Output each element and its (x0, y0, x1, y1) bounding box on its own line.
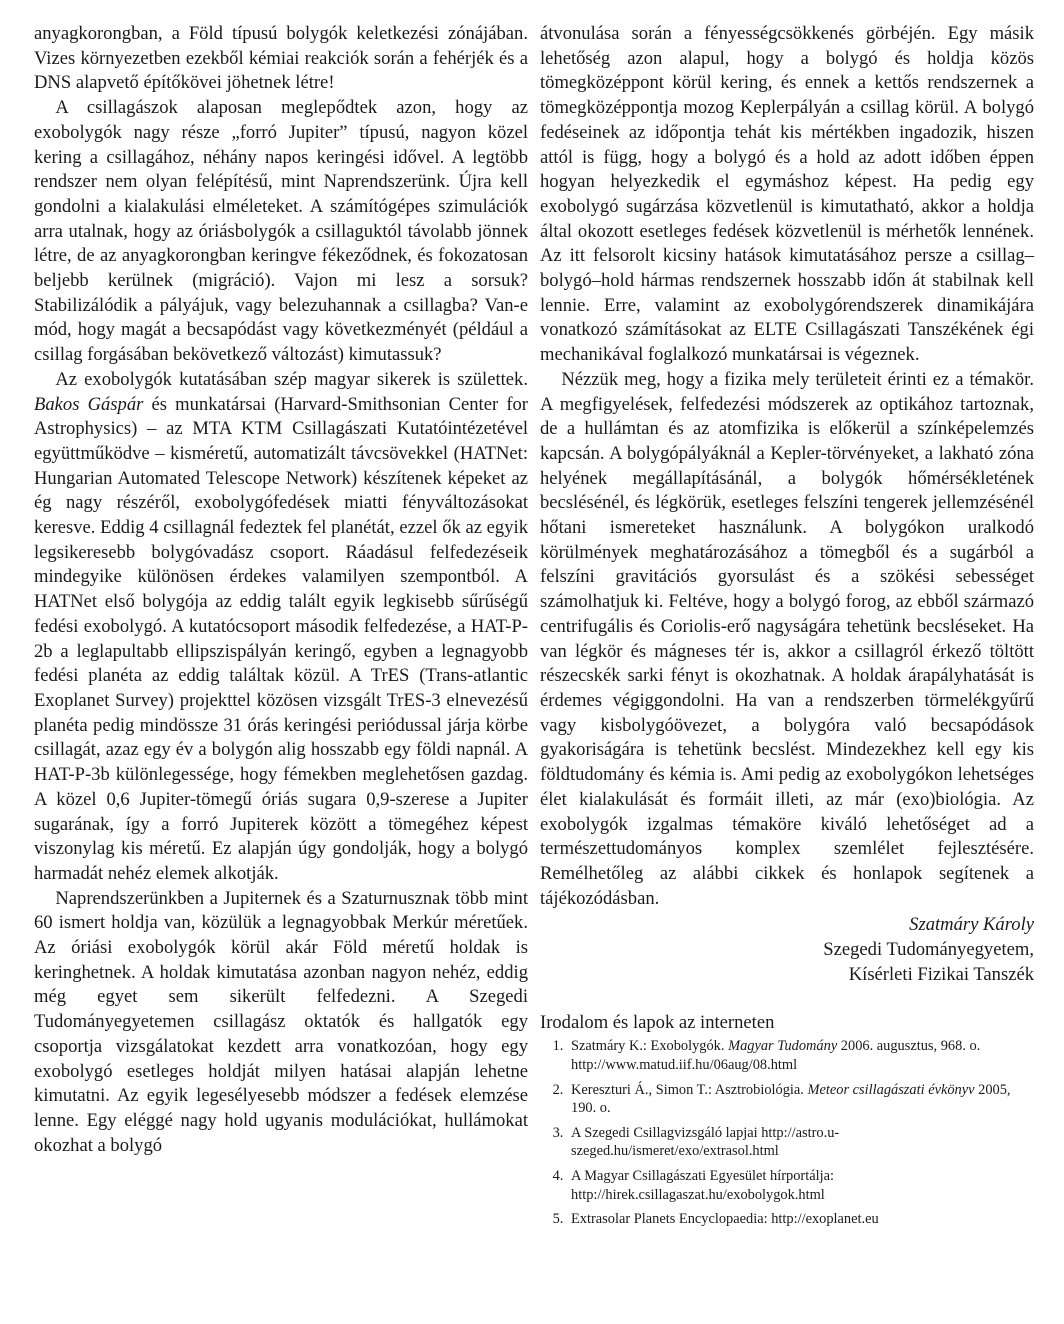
paragraph-physics-topics: Nézzük meg, hogy a fizika mely területeit érinti ez a témakör. A megfigyelések, felfedezési módszerek az optikához tartoznak, de a hullámtan és az atomfizika is előkerül a színképelemzés kapcsán. A bolygópályáknál a Kepler-törvényeket, a lakható zóna helyének megállapításánál, a bolygók hőmérsékletének becslésénél, és légkörük, esetleges felszíni tengerek jellemzésénél hőtani ismereteket használunk. A bolygókon uralkodó körülmények meghatározásához a tömegből és a sugárból a felszíni gravitációs gyorsulást és a szökési sebességet számolhatjuk ki. Feltéve, hogy a bolygó forog, az ebből származó centrifugális és Coriolis-erő nagyságára tehetünk becsléseket. Ha van légkör és mágneses tér is, akkor a csillagról érkező töltött részecskék sarki fényt is okozhatnak. A holdak árapályhatását is érdemes végiggondolni. Ha van a rendszerben törmelékgyűrű vagy kisbolygóövezet, a bolygóra való becsapódások gyakoriságára is tehetünk becslést. Mindezekhez kell egy kis földtudomány és kémia is. Ami pedig az exobolygókon lehetséges élet kialakulását és formáit illeti, az már (exo)biológia. Az exobolygók izgalmas témaköre kiváló lehetőséget ad a természettudományos komplex szemlélet fejlesztésére. Remélhetőleg az alábbi cikkek és honlapok segítenek a tájékozódásban. (540, 368, 1034, 909)
right-column (540, 22, 1034, 1235)
author-department: Kísérleti Fizikai Tanszék (848, 963, 1034, 985)
reference-item: 1. Szatmáry K.: Exobolygók. Magyar Tudomány 2006. augusztus, 968. o. http://www.matud.iif.hu/06aug/08.html (567, 1037, 1034, 1074)
paragraph-continued: anyagkorongban, a Föld típusú bolygók keletkezési zónájában. Vizes környezetben ezekből kémiai reakciók során a fehérjék és a DNS alapvető építőkövei jöhetnek létre! (34, 23, 528, 94)
author-signature (540, 913, 1034, 987)
reference-item: 2. Kereszturi Á., Simon T.: Asztrobiológia. Meteor csillagászati évkönyv 2005, 190. o. (567, 1081, 1034, 1118)
paragraph-text: Az exobolygók kutatásában szép magyar sikerek is születtek. (55, 368, 528, 390)
reference-item: 5. Extrasolar Planets Encyclopaedia: http://exoplanet.eu (567, 1210, 1034, 1229)
paragraph-hot-jupiters: A csillagászok alaposan meglepődtek azon, hogy az exobolygók nagy része „forró Jupiter” típusú, nagyon közel kering a csillagához, néhány napos keringési idővel. A legtöbb rendszer nem olyan felépítésű, mint Naprendszerünk. Újra kell gondolni a kialakulási elméleteket. A számítógépes szimulációk arra utalnak, hogy az óriásbolygók a csillaguktól távolabb jönnek létre, de az anyagkorongban keringve fékeződnek, és fokozatosan beljebb kerülnek (migráció). Vajon mi lesz a sorsuk? Stabilizálódik a pályájuk, vagy belezuhannak a csillagba? Van-e mód, hogy magát a becsapódást vagy következményét (például a csillag forgásában bekövetkező változást) kimutassuk? (34, 97, 528, 366)
left-column (34, 22, 528, 1158)
paragraph-continued: átvonulása során a fényességcsökkenés görbéjén. Egy másik lehetőség azon alapul, hogy a bolygó és holdja közös tömegközéppont körül kering, és ennek a kettős rendszernek a tömegközéppontja mozog Keplerpályán a csillag körül. A bolygó fedéseinek az időpontja tehát kis mértékben ingadozik, hiszen attól is függ, hogy a bolygó és a hold az adott időben éppen hogyan helyezkedik el egymáshoz képest. Ha pedig egy exobolygó sugárzása közvetlenül is kimutatható, akkor a holdja által okozott esetleges fedések közvetlenül is mérhetők lennének. Az itt felsorolt kicsiny hatások kimutatásához persze a csillag–bolygó–hold hármas rendszernek hosszabb időn át stabilnak kell lennie. Erre, valamint az exobolygórendszerek dinamikájára vonatkozó számításokat az ELTE Csillagászati Tanszékének égi mechanikával foglalkozó munkatársai is végeznek. (540, 23, 1034, 366)
paragraph-text: és munkatársai (Harvard-Smithsonian Center for Astrophysics) – az MTA KTM Csillagászati Kutatóintézetével együttműködve – kisméretű, automatizált távcsövekkel (HATNet: Hungarian Automated Telescope Network) készítenek képeket az ég nagy részéről, exobolygófedések miatti fényváltozásokat keresve. Eddig 4 csillagnál fedeztek fel planétát, ezzel ők az egyik legsikeresebb bolygóvadász csoport. Ráadásul felfedezéseik mindegyike különösen érdekes valamilyen szempontból. A HATNet első bolygója az eddig talált egyik legkisebb sűrűségű fedési exobolygó. A kutatócsoport második felfedezése, a HAT-P-2b a leglapultabb ellipszispályán keringő, egyben a legnagyobb fedési planéta az eddig találtak közül. A TrES (Trans-atlantic Exoplanet Survey) projekttel közösen vizsgált TrES-3 elnevezésű planéta pedig mindössze 31 órás keringési periódussal járja körbe csillagát, azaz egy év a bolygón alig hosszabb egy földi napnál. A HAT-P-3b különlegessége, hogy fémekben meglehetősen gazdag. A közel 0,6 Jupiter-tömegű óriás sugara 0,9-szerese a Jupiter sugarának, így a forró Jupiterek között a tömegéhez képest viszonylag kis méretű. Ez alapján úgy gondolják, hogy a bolygó harmadát nehéz elemek alkotják. (34, 393, 528, 884)
researcher-name: Bakos Gáspár (34, 393, 144, 415)
references-heading: Irodalom és lapok az interneten (540, 1012, 775, 1034)
author-name: Szatmáry Károly (909, 914, 1034, 936)
reference-item: 3. A Szegedi Csillagvizsgáló lapjai http://astro.u-szeged.hu/ismeret/exo/extrasol.html (567, 1124, 1034, 1161)
reference-item: 4. A Magyar Csillagászati Egyesület hírportálja: http://hirek.csillagaszat.hu/exobolygok.html (567, 1167, 1034, 1204)
references-section (540, 1011, 1034, 1228)
paragraph-exomoons: Naprendszerünkben a Jupiternek és a Szaturnusznak több mint 60 ismert holdja van, közülük a legnagyobbak Merkúr méretűek. Az óriási exobolygók körül akár Föld méretű holdak is keringhetnek. A holdak kimutatása azonban nagyon nehéz, eddig még egyet sem sikerült felfedezni. A Szegedi Tudományegyetemen csillagász oktatók és hallgatók egy csoportja vizsgálatokat kezdett arra vonatkozóan, hogy egy exobolygó esetleges holdját milyen hatásai alapján lehetne kimutatni. Az egyik legesélyesebb módszer a fedések elemzése lenne. Egy eléggé nagy hold ugyanis modulációkat, hullámokat okozhat a bolygó (34, 887, 528, 1156)
paragraph-hungarian-successes (34, 368, 528, 887)
author-affiliation: Szegedi Tudományegyetem, (823, 939, 1034, 961)
references-list (540, 1037, 1034, 1228)
